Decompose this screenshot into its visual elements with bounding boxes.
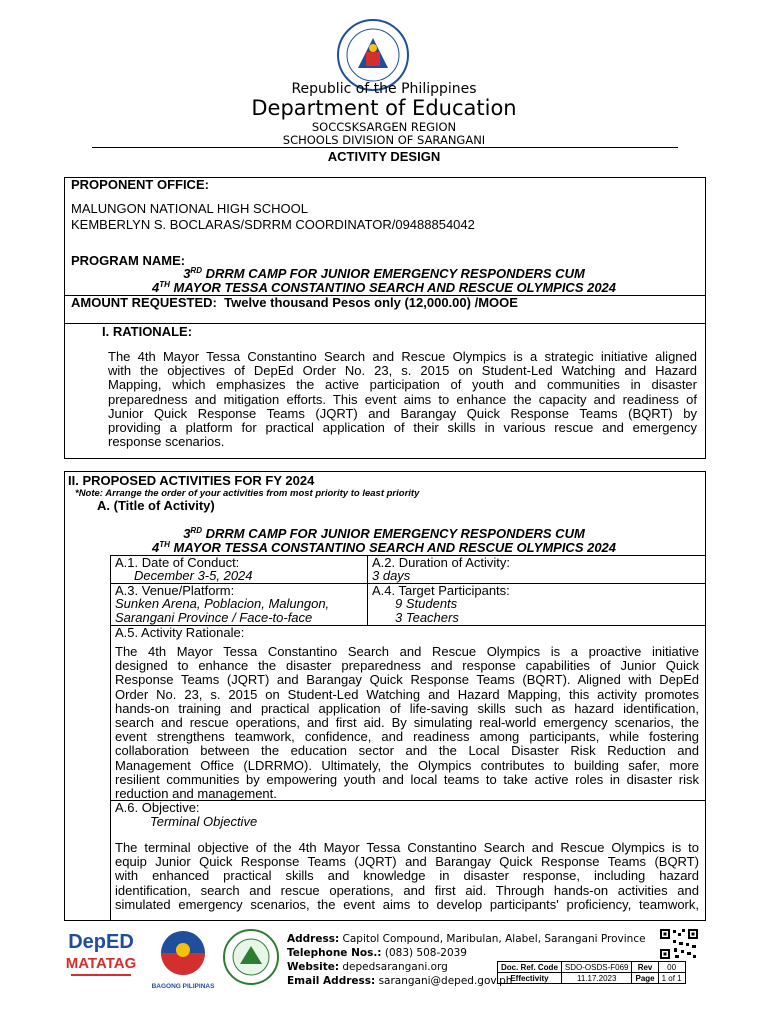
priority-note: *Note: Arrange the order of your activities from most priority to least priority — [75, 488, 420, 499]
form-title: ACTIVITY DESIGN — [327, 149, 441, 164]
footer-phone: Telephone Nos.: (083) 508-2039 — [287, 947, 467, 959]
qr-code-icon — [659, 928, 699, 960]
effectivity-value: 11.17.2023 — [561, 973, 632, 984]
header-divider — [92, 147, 678, 148]
participants-label: A.4. Target Participants: — [372, 583, 510, 598]
page-value: 1 of 1 — [658, 973, 685, 984]
document-reference-table — [497, 961, 686, 984]
bagong-pilipinas-caption: BAGONG PILIPINAS — [151, 983, 215, 990]
effectivity-label: Effectivity — [498, 973, 562, 984]
activity-title-line2: 4TH MAYOR TESSA CONSTANTINO SEARCH AND RESCUE OLYMPICS 2024 — [151, 540, 617, 555]
amount-requested: AMOUNT REQUESTED: Twelve thousand Pesos only (12,000.00) /MOOE — [71, 295, 518, 310]
page-label: Page — [632, 973, 658, 984]
proponent-label: PROPONENT OFFICE: — [71, 177, 209, 192]
school-name: MALUNGON NATIONAL HIGH SCHOOL — [71, 201, 308, 216]
deped-logo-text: DepED — [68, 931, 134, 953]
republic-text: Republic of the Philippines — [291, 81, 477, 97]
activity-rationale-label: A.5. Activity Rationale: — [115, 625, 245, 640]
objective-paragraph: The terminal objective of the 4th Mayor Tessa Constantino Search and Rescue Olympics is to equip Junior Quick Response Teams (JQRT) and Barangay Quick Response Teams (BQRT) with enhanced practical skills and knowledge in disaster response, including hazard identification, search and rescue operations, and first aid. Through hands-on activities and simulated emergency scenarios, the event aims to develop participants' proficiency, teamwork, — [115, 840, 699, 912]
doc-ref-label: Doc. Ref. Code — [498, 962, 562, 973]
date-value: December 3-5, 2024 — [134, 568, 253, 583]
matatag-logo-text: MATATAG — [65, 955, 137, 972]
program-name-line2: 4TH MAYOR TESSA CONSTANTINO SEARCH AND RESCUE OLYMPICS 2024 — [151, 280, 617, 295]
region-text: SOCCSKSARGEN REGION — [311, 120, 457, 134]
activity-title-line1: 3RD DRRM CAMP FOR JUNIOR EMERGENCY RESPONDERS CUM — [183, 526, 585, 541]
rev-value: 00 — [658, 962, 685, 973]
program-name-line1: 3RD DRRM CAMP FOR JUNIOR EMERGENCY RESPONDERS CUM — [183, 266, 585, 281]
footer-email: Email Address: sarangani@deped.gov.ph — [287, 975, 513, 987]
duration-value: 3 days — [372, 568, 411, 583]
rationale-heading: I. RATIONALE: — [102, 324, 193, 339]
department-title: Department of Education — [251, 96, 517, 120]
sdo-sarangani-seal — [222, 928, 280, 986]
participants-students: 9 Students — [395, 596, 458, 611]
activity-title-label: A. (Title of Activity) — [97, 498, 215, 513]
footer-website: Website: depedsarangani.org — [287, 961, 448, 973]
activities-heading: II. PROPOSED ACTIVITIES FOR FY 2024 — [68, 473, 315, 488]
grid-line — [367, 555, 368, 625]
division-text: SCHOOLS DIVISION OF SARANGANI — [282, 133, 486, 147]
venue-line1: Sunken Arena, Poblacion, Malungon, — [115, 596, 330, 611]
coordinator-text: KEMBERLYN S. BOCLARAS/SDRRM COORDINATOR/09488854042 — [71, 217, 475, 232]
venue-line2: Sarangani Province / Face-to-face — [115, 610, 313, 625]
bagong-pilipinas-emblem — [150, 928, 216, 978]
logo-underline — [71, 974, 131, 976]
rationale-paragraph: The 4th Mayor Tessa Constantino Search and Rescue Olympics is a strategic initiative aligned with the objectives of DepEd Order No. 23, s. 2015 on Student-Led Watching and Hazard Mapping, which emphasizes the active participation of youth and communities in disaster preparedness and mitigation efforts. This event aims to enhance the capacity and readiness of Junior Quick Response Teams (JQRT) and Barangay Quick Response Teams (BQRT) by providing a platform for practical application of their skills in various rescue and emergency response scenarios. — [108, 349, 697, 450]
grid-line — [110, 555, 111, 921]
objective-label: A.6. Objective: — [115, 800, 200, 815]
footer-address: Address: Capitol Compound, Maribulan, Alabel, Sarangani Province — [287, 933, 646, 945]
bagong-pilipinas-logo — [150, 928, 216, 990]
program-label: PROGRAM NAME: — [71, 253, 186, 268]
deped-matatag-logo — [60, 930, 142, 990]
duration-label: A.2. Duration of Activity: — [372, 555, 511, 570]
objective-subheading: Terminal Objective — [150, 814, 258, 829]
venue-label: A.3. Venue/Platform: — [115, 583, 235, 598]
rev-label: Rev — [632, 962, 658, 973]
date-label: A.1. Date of Conduct: — [115, 555, 240, 570]
participants-teachers: 3 Teachers — [395, 610, 459, 625]
activity-rationale-paragraph: The 4th Mayor Tessa Constantino Search and Rescue Olympics is a proactive initiative designed to enhance the disaster preparedness and response capabilities of Junior Quick Response Teams (JQRT) and Barangay Quick Response Teams (BQRT). Aligned with DepEd Order No. 23, s. 2015 on Student-Led Watching and Hazard Mapping, this activity promotes hands-on training and practical application of life-saving skills such as hazard identification, search and rescue operations, and first aid. By simulating real-world emergency scenarios, the event strengthens teamwork, confidence, and readiness among participants, while fostering collaboration between the education sector and the Local Disaster Risk Reduction and Management Office (LDRRMO). Ultimately, the Olympics contributes to building safer, more resilient communities by empowering youth and local teams to take active roles in disaster risk reduction and management. — [115, 644, 699, 802]
doc-ref-value: SDO-OSDS-F069 — [561, 962, 632, 973]
